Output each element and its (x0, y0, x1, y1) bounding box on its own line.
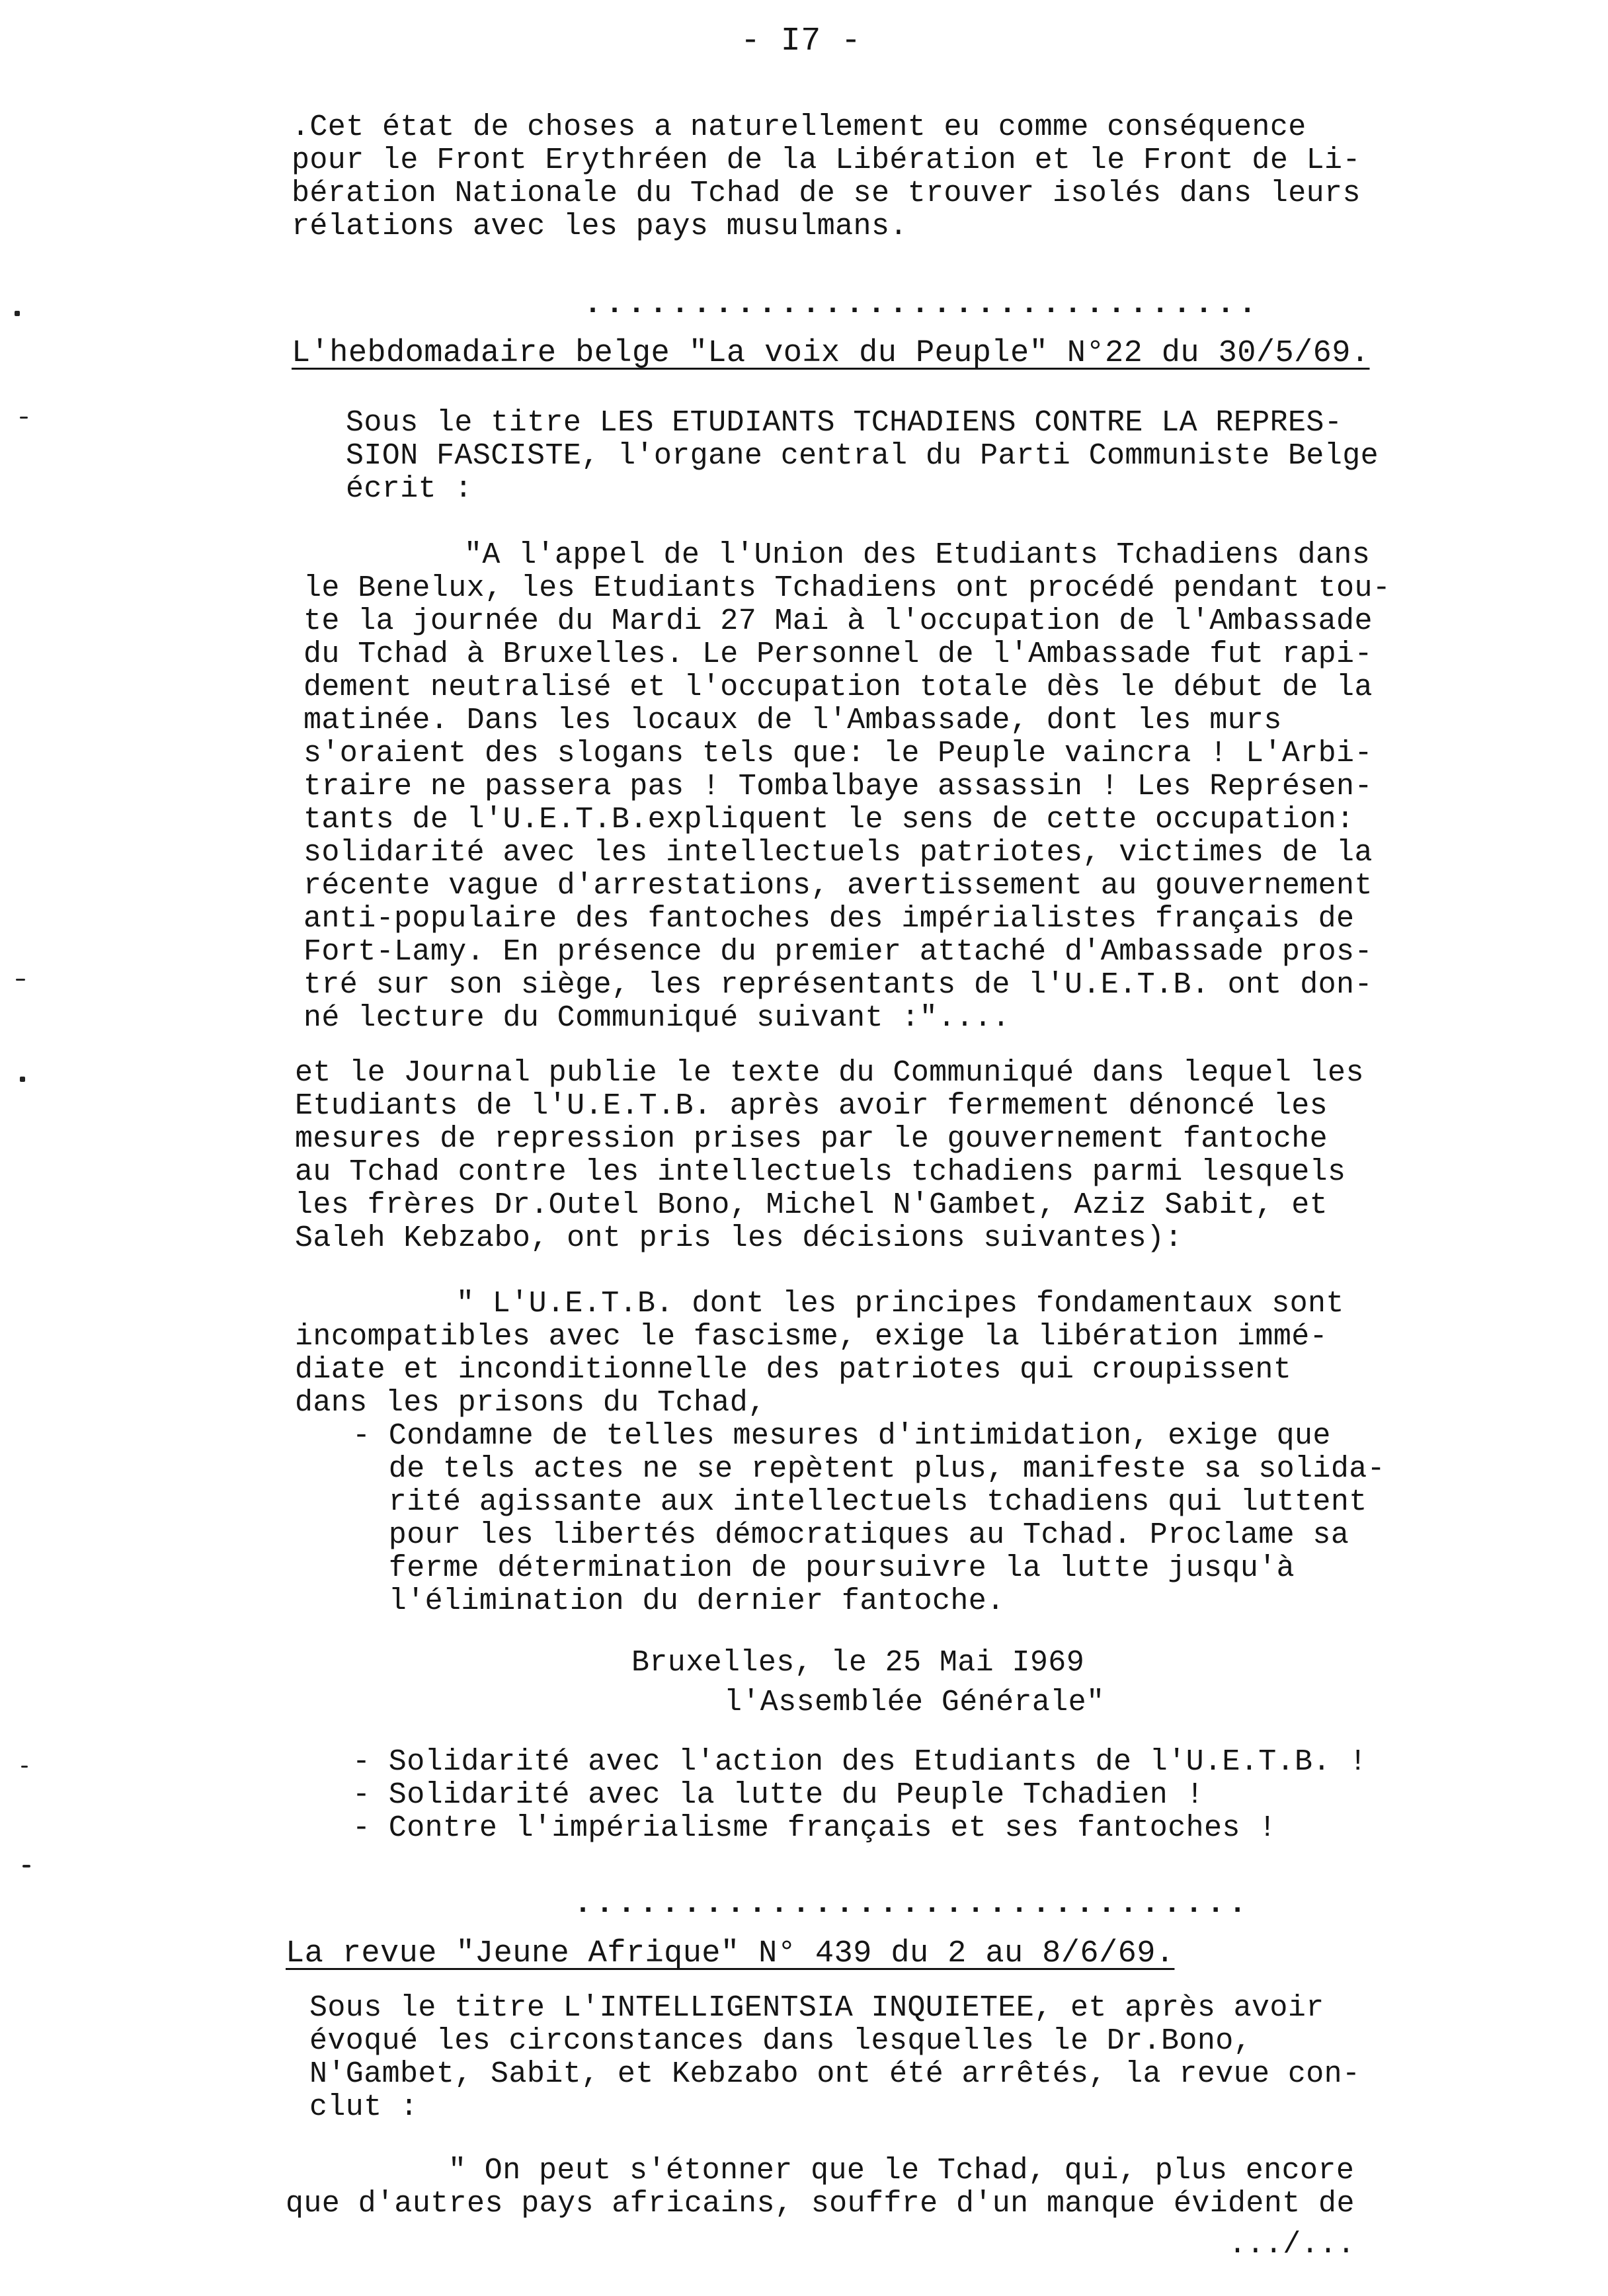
quote-line: récente vague d'arrestations, avertissement au gouvernement (303, 869, 1373, 903)
place-date: Bruxelles, le 25 Mai I969 (631, 1646, 1085, 1680)
quote-line: tré sur son siège, les représentants de l'U.E.T.B. ont don- (303, 968, 1373, 1002)
communique-dash-line: ferme détermination de poursuivre la lutte jusqu'à (352, 1551, 1295, 1585)
margin-mark (16, 979, 25, 981)
quote-line: anti-populaire des fantoches des impérialistes français de (303, 902, 1355, 936)
quote-line: le Benelux, les Etudiants Tchadiens ont procédé pendant tou- (303, 571, 1391, 605)
communique-dash-line: de tels actes ne se repètent plus, manifeste sa solida- (352, 1452, 1386, 1486)
communique-dash-line: rité agissante aux intellectuels tchadiens qui luttent (352, 1485, 1367, 1519)
section-heading: L'hebdomadaire belge "La voix du Peuple" N°22 du 30/5/69. (292, 336, 1370, 371)
section-intro-line: N'Gambet, Sabit, et Kebzabo ont été arrêtés, la revue con- (309, 2057, 1361, 2091)
narrative-line: les frères Dr.Outel Bono, Michel N'Gambet, Aziz Sabit, et (295, 1188, 1328, 1222)
communique-dash-line: - Condamne de telles mesures d'intimidation, exige que (352, 1419, 1331, 1453)
quote-line: " On peut s'étonner que le Tchad, qui, plus encore (448, 2154, 1355, 2188)
continuation-mark: .../... (1228, 2228, 1355, 2262)
quote-line: que d'autres pays africains, souffre d'un manque évident de (286, 2187, 1355, 2221)
separator-dots: ............................... (574, 1887, 1251, 1921)
communique-line: incompatibles avec le fascisme, exige la libération immé- (295, 1320, 1328, 1354)
section-intro-line: Sous le titre L'INTELLIGENTSIA INQUIETEE, et après avoir (309, 1991, 1324, 2025)
section-intro-line: évoqué les circonstances dans lesquelles le Dr.Bono, (309, 2024, 1252, 2058)
margin-mark (20, 1077, 25, 1082)
communique-line: dans les prisons du Tchad, (295, 1386, 766, 1420)
margin-mark (15, 311, 20, 316)
quote-line: dement neutralisé et l'occupation totale dès le début de la (303, 671, 1373, 704)
quote-line: s'oraient des slogans tels que: le Peuple vaincra ! L'Arbi- (303, 737, 1373, 770)
section-intro-line: Sous le titre LES ETUDIANTS TCHADIENS CONTRE LA REPRES- (346, 406, 1343, 440)
slogan-line: - Solidarité avec l'action des Etudiants de l'U.E.T.B. ! (352, 1745, 1367, 1779)
slogan-line: - Solidarité avec la lutte du Peuple Tchadien ! (352, 1778, 1205, 1812)
quote-line: tants de l'U.E.T.B.expliquent le sens de cette occupation: (303, 803, 1355, 837)
page-number: - I7 - (741, 22, 862, 60)
quote-line: né lecture du Communiqué suivant :".... (303, 1001, 1010, 1035)
separator-dots: ............................... (584, 288, 1261, 321)
narrative-line: mesures de repression prises par le gouvernement fantoche (295, 1122, 1328, 1156)
narrative-line: Saleh Kebzabo, ont pris les décisions suivantes): (295, 1221, 1183, 1255)
quote-line: te la journée du Mardi 27 Mai à l'occupation de l'Ambassade (303, 604, 1373, 638)
quote-line: traire ne passera pas ! Tombalbaye assassin ! Les Représen- (303, 770, 1373, 803)
communique-line: " L'U.E.T.B. dont les principes fondamentaux sont (456, 1287, 1344, 1321)
section-heading: La revue "Jeune Afrique" N° 439 du 2 au 8/6/69. (286, 1936, 1175, 1971)
section-intro-line: écrit : (346, 472, 473, 506)
section-intro-line: SION FASCISTE, l'organe central du Parti Communiste Belge (346, 439, 1379, 473)
section-intro-line: clut : (309, 2090, 419, 2124)
margin-mark (20, 417, 28, 419)
communique-line: diate et inconditionnelle des patriotes qui croupissent (295, 1353, 1292, 1387)
slogan-line: - Contre l'impérialisme français et ses fantoches ! (352, 1811, 1277, 1845)
signature: l'Assemblée Générale" (724, 1686, 1105, 1719)
communique-dash-line: pour les libertés démocratiques au Tchad. Proclame sa (352, 1518, 1349, 1552)
intro-line: rélations avec les pays musulmans. (292, 210, 908, 243)
quote-line: Fort-Lamy. En présence du premier attaché d'Ambassade pros- (303, 935, 1373, 969)
quote-line: matinée. Dans les locaux de l'Ambassade, dont les murs (303, 704, 1282, 737)
narrative-line: Etudiants de l'U.E.T.B. après avoir fermement dénoncé les (295, 1089, 1328, 1123)
intro-line: .Cet état de choses a naturellement eu comme conséquence (292, 110, 1306, 144)
quote-line: "A l'appel de l'Union des Etudiants Tchadiens dans (464, 538, 1371, 572)
intro-line: bération Nationale du Tchad de se trouver isolés dans leurs (292, 177, 1361, 210)
narrative-line: au Tchad contre les intellectuels tchadiens parmi lesquels (295, 1155, 1346, 1189)
margin-mark (21, 1766, 28, 1768)
quote-line: du Tchad à Bruxelles. Le Personnel de l'Ambassade fut rapi- (303, 637, 1373, 671)
communique-dash-line: l'élimination du dernier fantoche. (352, 1584, 1005, 1618)
narrative-line: et le Journal publie le texte du Communiqué dans lequel les (295, 1056, 1364, 1090)
quote-line: solidarité avec les intellectuels patriotes, victimes de la (303, 836, 1373, 870)
margin-mark (22, 1865, 30, 1867)
intro-line: pour le Front Erythréen de la Libération et le Front de Li- (292, 144, 1361, 177)
